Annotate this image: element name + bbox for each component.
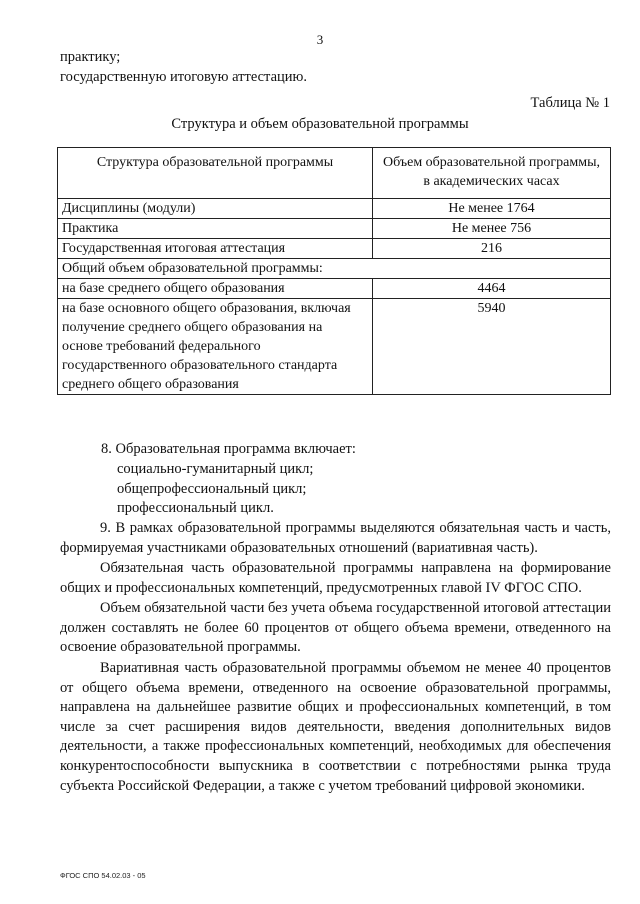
table-row-label: на базе основного общего образования, включая получение среднего общего образования на основе требований федерального государственного образовательного стандарта среднего общего образования [58,299,373,395]
table-header-volume-line1: Объем образовательной программы, [382,155,601,170]
paragraph-mandatory-volume: Объем обязательной части без учета объема государственной итоговой аттестации должен составлять не более 60 процентов от общего объема времени, отведенного на освоение образовательной программы. [60,600,611,656]
table-row-value: 5940 [373,299,611,395]
table-row-value: 4464 [373,279,611,299]
intro-line: государственную итоговую аттестацию. [60,69,307,85]
table-row [58,219,611,239]
list-item: общепрофессиональный цикл; [117,480,307,497]
table-total-label: Общий объем образовательной программы: [58,259,611,279]
table-total-header-row [58,259,611,279]
table-row-value: 216 [373,239,611,259]
table-row-label: Государственная итоговая аттестация [58,239,373,259]
table-row [58,299,611,395]
table-row-value: Не менее 1764 [373,199,611,219]
list-item: социально-гуманитарный цикл; [117,461,314,477]
footer-code: ФГОС СПО 54.02.03 - 05 [60,871,146,880]
paragraph-variable-part: Вариативная часть образовательной программы объемом не менее 40 процентов от общего объема времени, отведенного на освоение образовательной программы, направлена на дальнейшее развитие общих и профессиональных компетенций, в том числе за счет расширения видов деятельности, введения дополнительных видов деятельности, а также профессиональных компетенций, необходимых для обеспечения конкурентоспособности выпускника в соответствии с потребностями рынка труда субъекта Российской Федерации, а также с учетом требований цифровой экономики. [60,660,611,794]
table-row [58,199,611,219]
table-header-row [58,148,611,199]
table-row-label: на базе среднего общего образования [58,279,373,299]
paragraph-9: 9. В рамках образовательной программы выделяются обязательная часть и часть, формируемая участниками образовательных отношений (вариативная часть). [60,520,611,556]
list-item: профессиональный цикл. [117,500,274,517]
page-number: 3 [316,32,324,47]
intro-line: практику; [60,49,121,65]
table-header-structure: Структура образовательной программы [58,148,373,199]
table-header-volume-line2: в академических часах [423,174,560,189]
table-row-label: Дисциплины (модули) [58,199,373,219]
item-8-list [117,460,313,519]
item-8-title: 8. Образовательная программа включает: [101,441,356,457]
table-row [58,279,611,299]
table-label: Таблица № 1 [530,95,610,111]
paragraph-mandatory-part: Обязательная часть образовательной программы направлена на формирование общих и профессиональных компетенций, предусмотренных главой IV ФГОС СПО. [60,560,611,596]
table-row-label: Практика [58,219,373,239]
table-title: Структура и объем образовательной программы [171,116,469,132]
table-header-volume [373,148,611,199]
table-row [58,239,611,259]
program-structure-table [57,147,611,395]
table-row-value: Не менее 756 [373,219,611,239]
